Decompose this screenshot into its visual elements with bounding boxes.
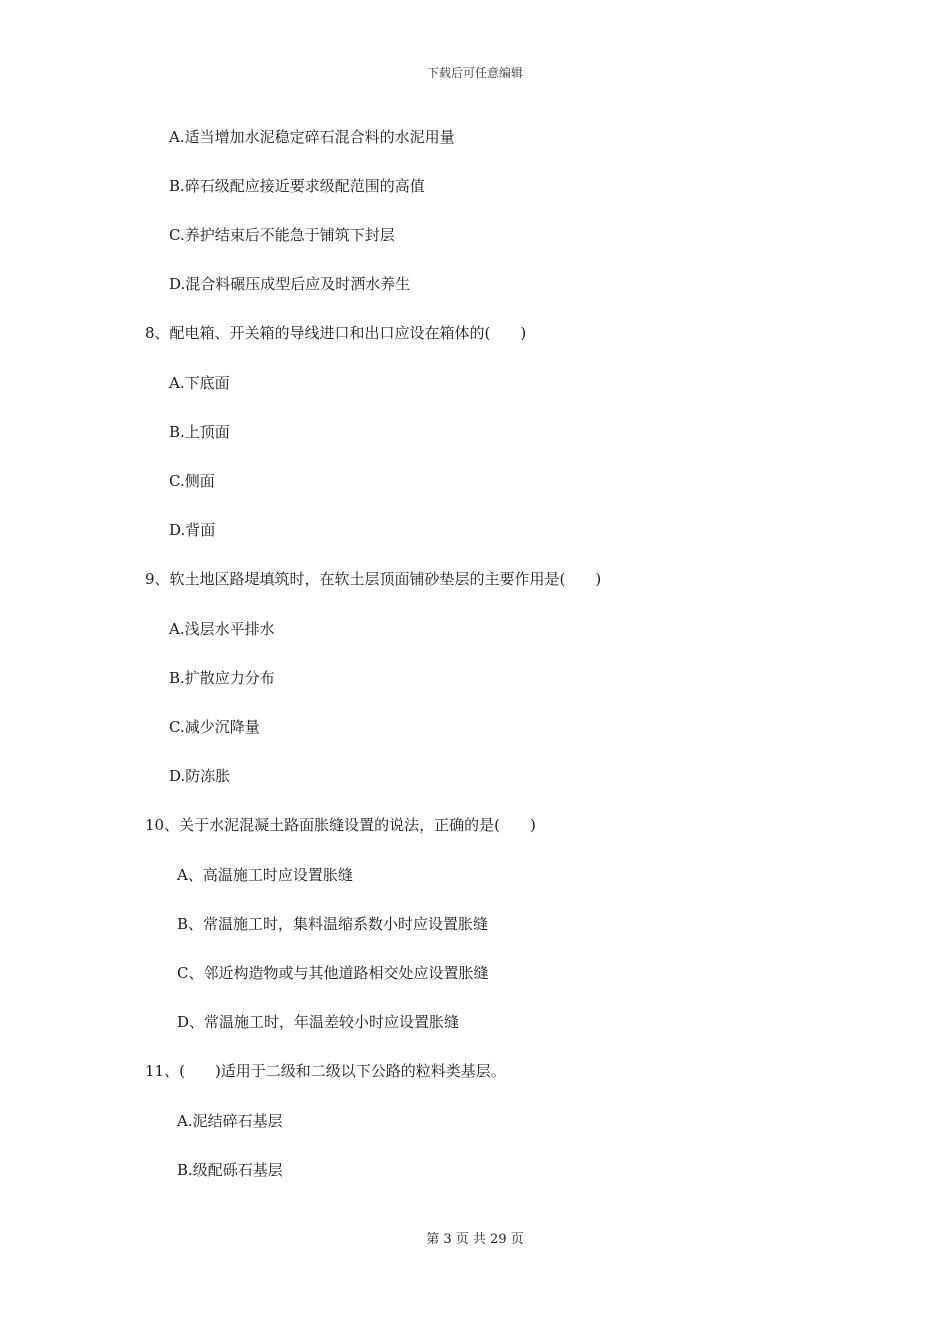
q10-option-b: B、常温施工时，集料温缩系数小时应设置胀缝	[177, 915, 489, 933]
q7-option-b: B.碎石级配应接近要求级配范围的高值	[169, 177, 425, 195]
q10-option-a: A、高温施工时应设置胀缝	[177, 866, 353, 884]
q9-stem: 9、软土地区路堤填筑时，在软土层顶面铺砂垫层的主要作用是( )	[145, 570, 602, 588]
q11-option-b: B.级配砾石基层	[177, 1161, 283, 1179]
q8-stem: 8、配电箱、开关箱的导线进口和出口应设在箱体的( )	[145, 324, 527, 342]
q8-option-a: A.下底面	[169, 374, 230, 392]
q8-option-c: C.侧面	[169, 472, 215, 490]
page-number-footer: 第 3 页 共 29 页	[426, 1232, 524, 1247]
q8-option-d: D.背面	[169, 521, 216, 539]
q11-option-a: A.泥结碎石基层	[177, 1112, 283, 1130]
q7-option-a: A.适当增加水泥稳定碎石混合料的水泥用量	[169, 128, 455, 146]
q10-option-c: C、邻近构造物或与其他道路相交处应设置胀缝	[177, 964, 489, 982]
q9-option-c: C.减少沉降量	[169, 718, 260, 736]
q10-option-d: D、常温施工时，年温差较小时应设置胀缝	[177, 1013, 460, 1031]
q9-option-b: B.扩散应力分布	[169, 669, 275, 687]
q7-option-d: D.混合料碾压成型后应及时洒水养生	[169, 275, 411, 293]
q10-stem: 10、关于水泥混凝土路面胀缝设置的说法，正确的是( )	[145, 816, 536, 834]
q9-option-d: D.防冻胀	[169, 767, 231, 785]
page-header-note: 下载后可任意编辑	[426, 66, 523, 80]
q11-stem: 11、( )适用于二级和二级以下公路的粒料类基层。	[145, 1062, 506, 1080]
q7-option-c: C.养护结束后不能急于铺筑下封层	[169, 226, 395, 244]
q9-option-a: A.浅层水平排水	[169, 620, 275, 638]
q8-option-b: B.上顶面	[169, 423, 230, 441]
